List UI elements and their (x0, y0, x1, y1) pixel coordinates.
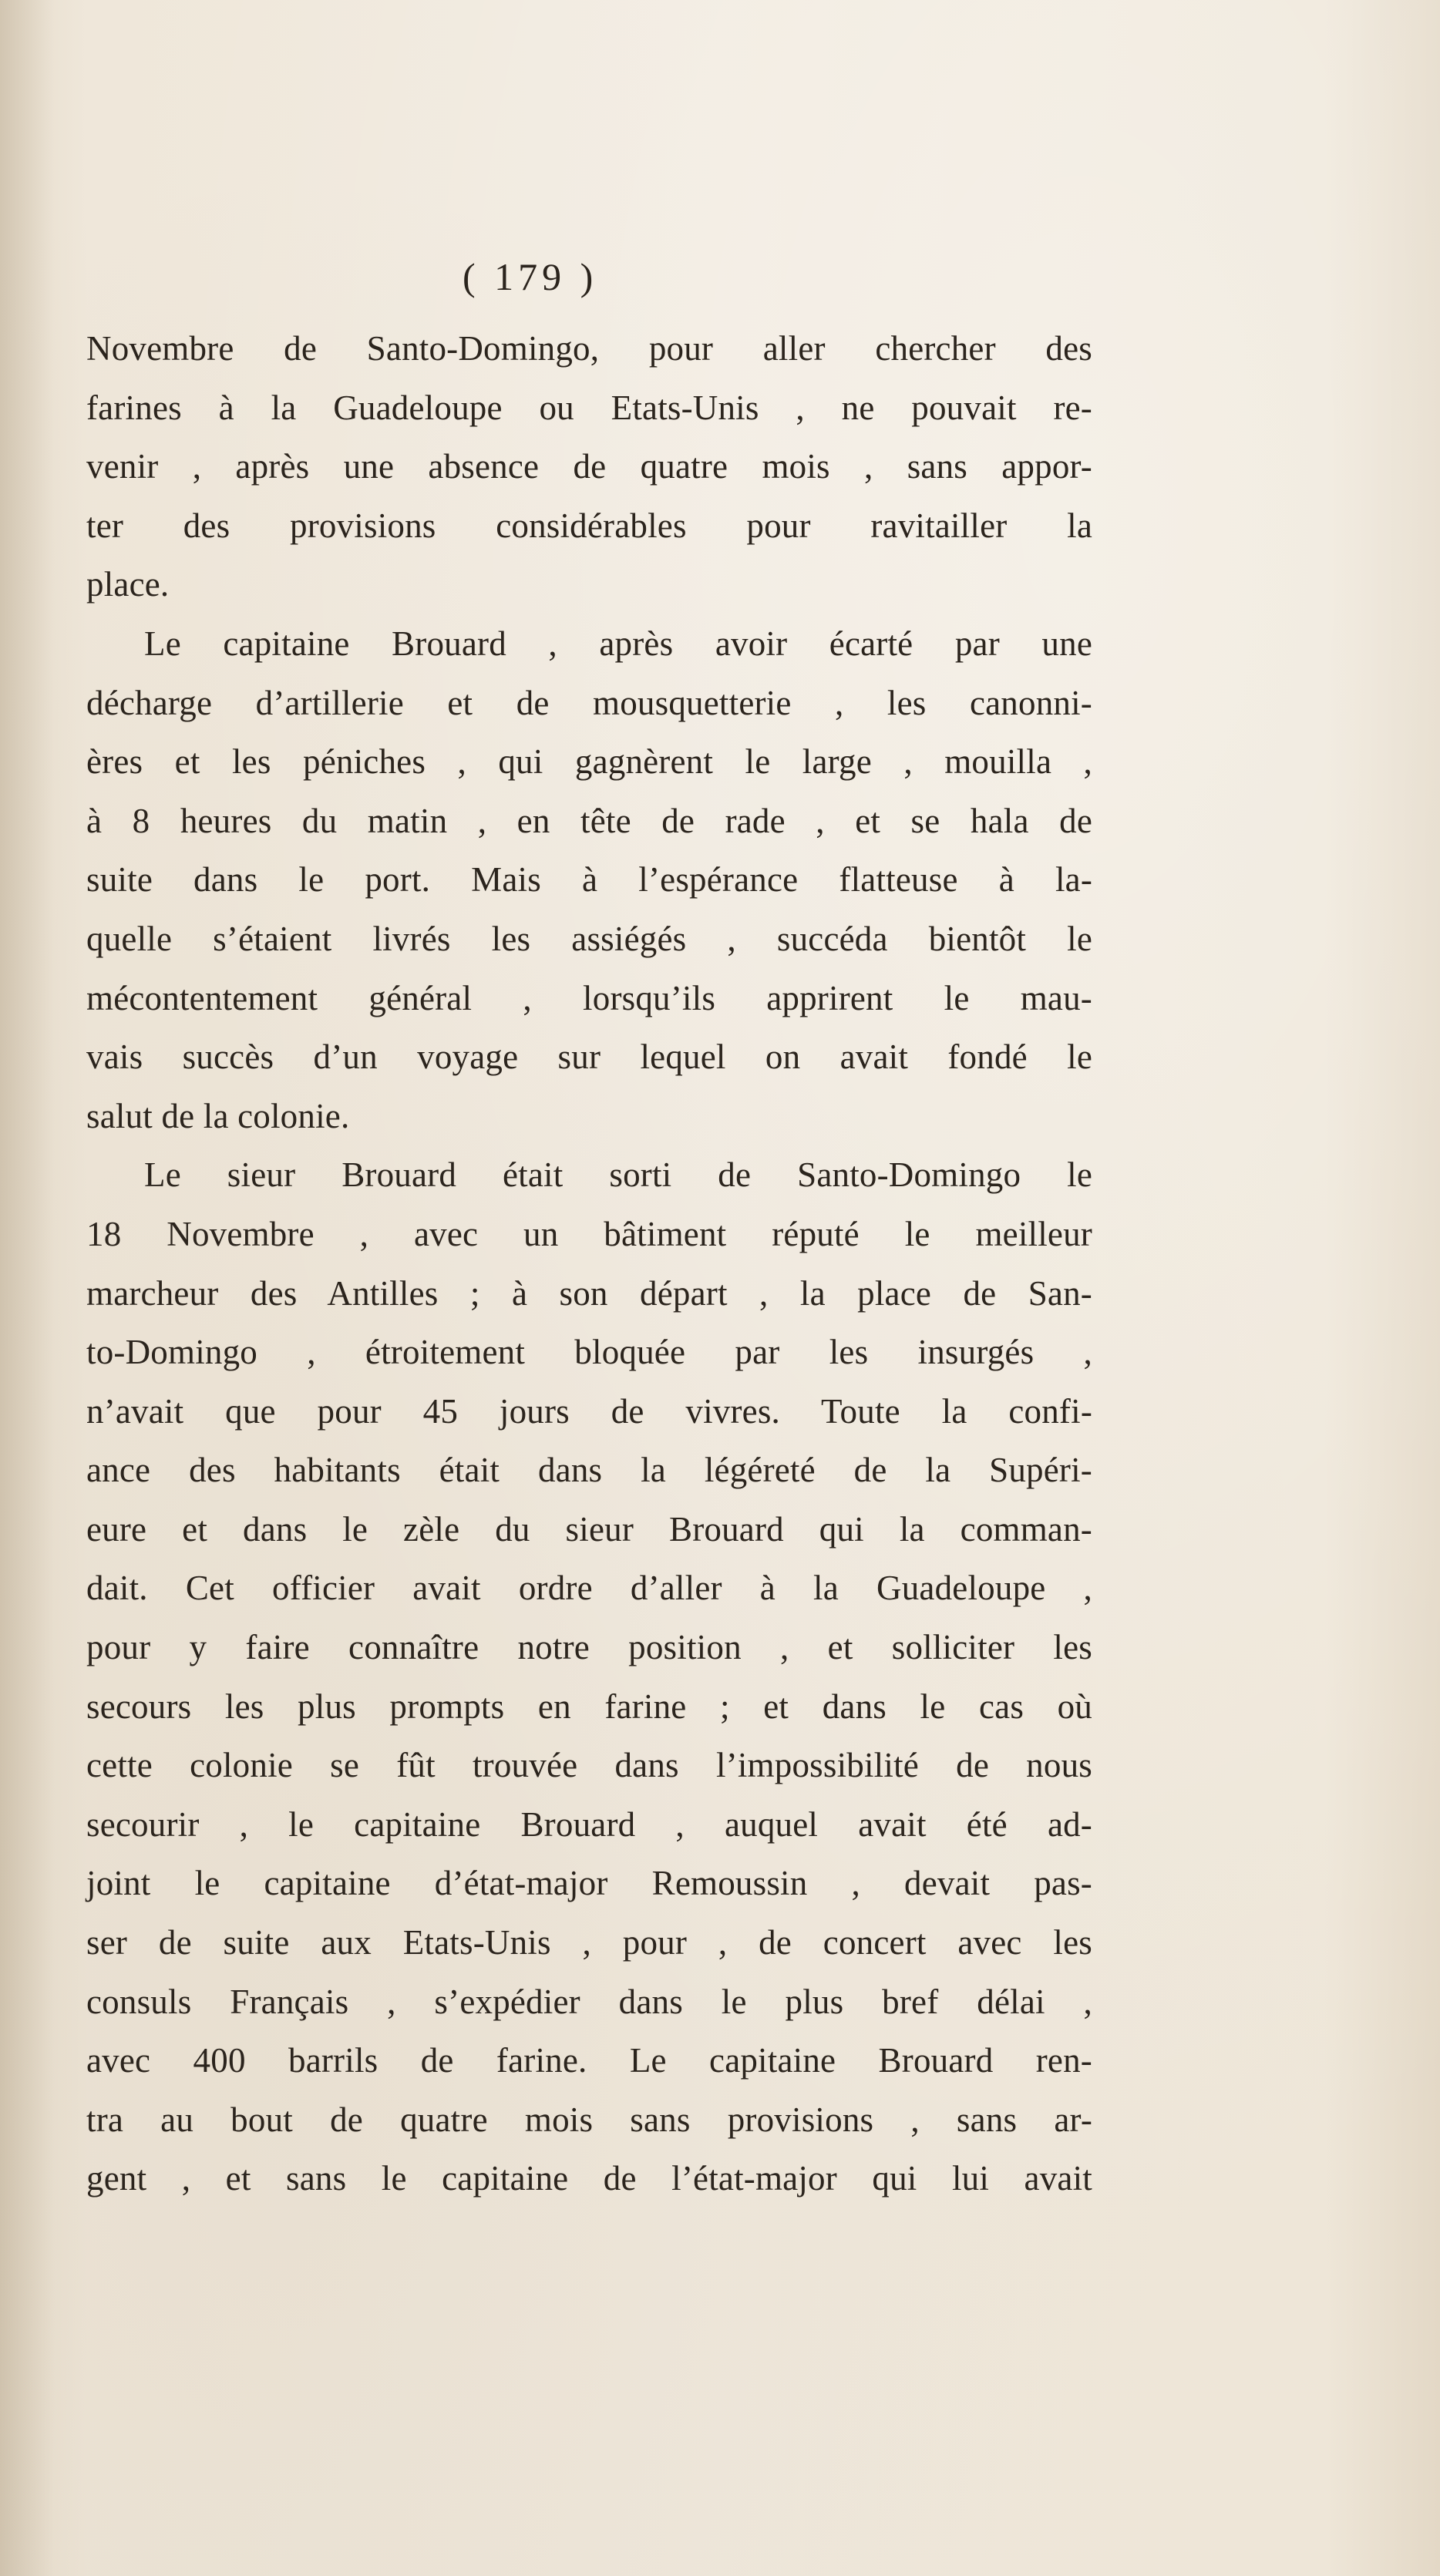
text-line: farines à la Guadeloupe ou Etats-Unis , ne pouvait re- (86, 388, 1092, 427)
text-line: avec 400 barrils de farine. Le capitaine Brouard ren- (86, 2041, 1092, 2080)
text-line: joint le capitaine d’état-major Remoussin , devait pas- (86, 1864, 1092, 1903)
text-line: décharge d’artillerie et de mousquetterie , les canonni- (86, 683, 1092, 722)
text-line: ser de suite aux Etats-Unis , pour , de concert avec les (86, 1923, 1092, 1962)
text-line: ter des provisions considérables pour ravitailler la (86, 506, 1092, 545)
text-line: secourir , le capitaine Brouard , auquel avait été ad- (86, 1804, 1092, 1844)
text-line: salut de la colonie. (86, 1096, 350, 1135)
text-line: mécontentement général , lorsqu’ils apprirent le mau- (86, 978, 1092, 1017)
text-line: cette colonie se fût trouvée dans l’impossibilité de nous (86, 1746, 1092, 1785)
text-line: to-Domingo , étroitement bloquée par les insurgés , (86, 1333, 1092, 1372)
text-line: tra au bout de quatre mois sans provisions , sans ar- (86, 2100, 1092, 2139)
text-line: consuls Français , s’expédier dans le plus bref délai , (86, 1982, 1092, 2021)
text-line: pour y faire connaître notre position , et solliciter les (86, 1628, 1092, 1667)
gutter-shadow (0, 0, 54, 2576)
text-line: ance des habitants était dans la légéreté de la Supéri- (86, 1451, 1092, 1490)
text-line: venir , après une absence de quatre mois , sans appor- (86, 447, 1092, 486)
text-line: vais succès d’un voyage sur lequel on avait fondé le (86, 1037, 1092, 1077)
text-line: eure et dans le zèle du sieur Brouard qui la comman- (86, 1509, 1092, 1549)
text-line: dait. Cet officier avait ordre d’aller à la Guadeloupe , (86, 1569, 1092, 1608)
text-line: n’avait que pour 45 jours de vivres. Toute la confi- (86, 1391, 1092, 1431)
text-line: gent , et sans le capitaine de l’état-major qui lui avait (86, 2159, 1092, 2198)
text-line: à 8 heures du matin , en tête de rade , et se hala de (86, 801, 1092, 840)
text-line: Le sieur Brouard était sorti de Santo-Domingo le (144, 1155, 1092, 1195)
text-line: secours les plus prompts en farine ; et dans le cas où (86, 1687, 1092, 1726)
text-line: Le capitaine Brouard , après avoir écarté par une (144, 624, 1092, 663)
text-line: quelle s’étaient livrés les assiégés , succéda bientôt le (86, 919, 1092, 958)
text-line: marcheur des Antilles ; à son départ , la place de San- (86, 1273, 1092, 1313)
text-line: 18 Novembre , avec un bâtiment réputé le meilleur (86, 1214, 1092, 1253)
page-number: ( 179 ) (463, 255, 598, 298)
text-line: suite dans le port. Mais à l’espérance flatteuse à la- (86, 860, 1092, 900)
body-text (86, 254, 1092, 2208)
text-line: Novembre de Santo-Domingo, pour aller chercher des (86, 329, 1092, 368)
text-line: ères et les péniches , qui gagnèrent le large , mouilla , (86, 742, 1092, 782)
text-line: place. (86, 565, 170, 604)
